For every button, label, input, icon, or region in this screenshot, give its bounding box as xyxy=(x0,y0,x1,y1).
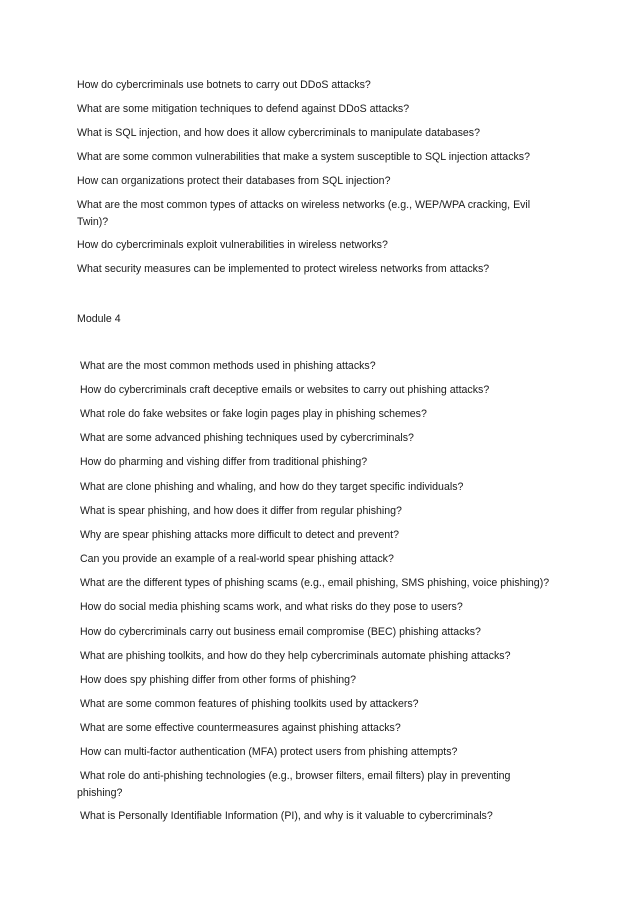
question-line: What is Personally Identifiable Information (PI), and why is it valuable to cybercriminals? xyxy=(80,810,493,822)
question-line: What are the most common methods used in phishing attacks? xyxy=(80,360,376,372)
question-line: What are phishing toolkits, and how do they help cybercriminals automate phishing attacks? xyxy=(80,650,511,662)
question-line: What are the different types of phishing scams (e.g., email phishing, SMS phishing, voice phishing)? xyxy=(80,577,550,589)
question-line: What role do anti-phishing technologies (e.g., browser filters, email filters) play in preventing phishing? xyxy=(77,770,511,799)
module-heading: Module 4 xyxy=(77,313,121,325)
question-line: What are some effective countermeasures against phishing attacks? xyxy=(80,722,401,734)
question-line: How can organizations protect their databases from SQL injection? xyxy=(77,175,391,187)
question-line: What are some advanced phishing techniques used by cybercriminals? xyxy=(80,432,414,444)
question-line: How do pharming and vishing differ from traditional phishing? xyxy=(80,456,368,468)
question-line: How do cybercriminals carry out business email compromise (BEC) phishing attacks? xyxy=(80,626,481,638)
question-line: What are the most common types of attacks on wireless networks (e.g., WEP/WPA cracking, Evil Twin)? xyxy=(77,199,531,228)
question-line: How can multi-factor authentication (MFA) protect users from phishing attempts? xyxy=(80,746,458,758)
question-line: What is SQL injection, and how does it allow cybercriminals to manipulate databases? xyxy=(77,127,480,139)
question-line: What role do fake websites or fake login pages play in phishing schemes? xyxy=(80,408,427,420)
question-line: What are clone phishing and whaling, and how do they target specific individuals? xyxy=(80,481,464,493)
question-line: What security measures can be implemented to protect wireless networks from attacks? xyxy=(77,263,490,275)
question-line: How does spy phishing differ from other forms of phishing? xyxy=(80,674,356,686)
question-line: How do cybercriminals exploit vulnerabilities in wireless networks? xyxy=(77,239,388,251)
question-line: Can you provide an example of a real-world spear phishing attack? xyxy=(80,553,394,565)
question-line: How do cybercriminals use botnets to carry out DDoS attacks? xyxy=(77,79,371,91)
question-line: What are some common features of phishing toolkits used by attackers? xyxy=(80,698,419,710)
question-line: How do social media phishing scams work, and what risks do they pose to users? xyxy=(80,601,463,613)
question-line: Why are spear phishing attacks more difficult to detect and prevent? xyxy=(80,529,399,541)
question-line: How do cybercriminals craft deceptive emails or websites to carry out phishing attacks? xyxy=(80,384,490,396)
question-line: What are some mitigation techniques to defend against DDoS attacks? xyxy=(77,103,410,115)
question-line: What is spear phishing, and how does it differ from regular phishing? xyxy=(80,505,402,517)
question-line: What are some common vulnerabilities that make a system susceptible to SQL injection attacks? xyxy=(77,151,530,163)
